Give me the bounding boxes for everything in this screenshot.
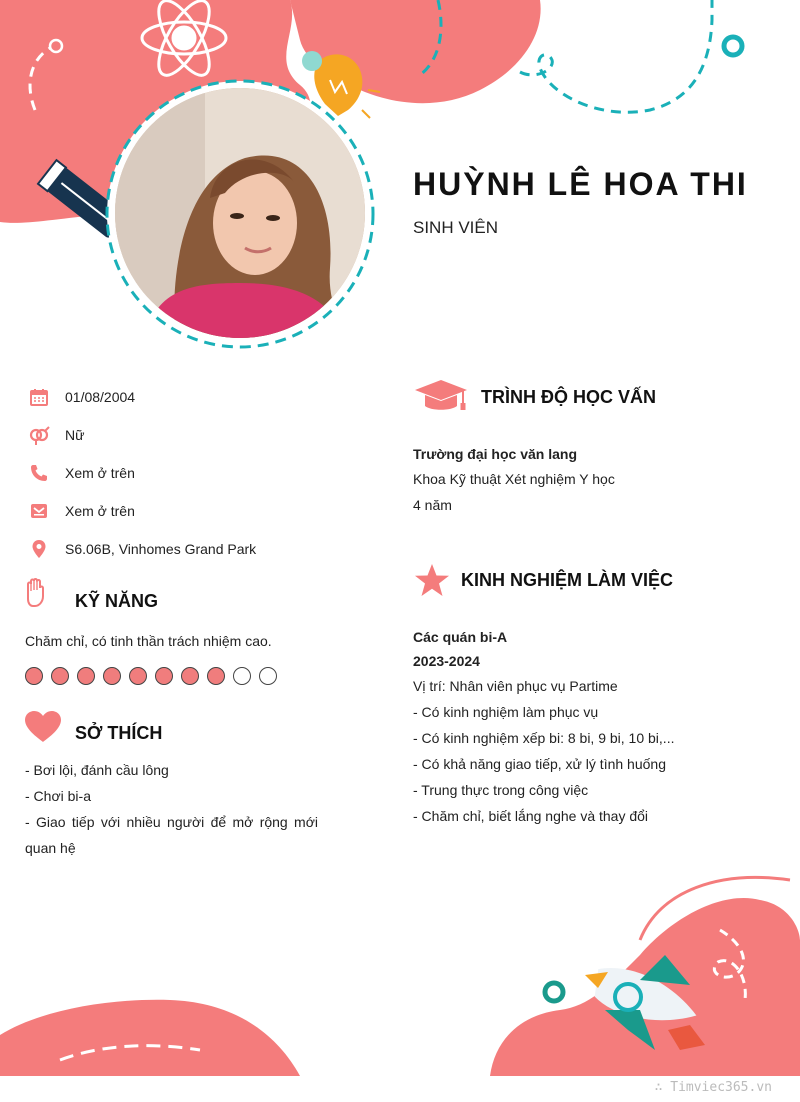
company-name: Các quán bi-A — [413, 629, 508, 645]
star-icon — [414, 563, 450, 602]
contact-gender — [28, 422, 84, 448]
hobbies-heading: SỞ THÍCH — [75, 723, 163, 743]
education-duration: 4 năm — [413, 497, 452, 513]
portrait-illustration — [115, 88, 365, 338]
email-icon — [28, 500, 50, 522]
hobby-item: - Bơi lội, đánh cầu lông — [25, 762, 169, 778]
contact-address — [28, 536, 256, 562]
skill-dot — [233, 667, 251, 685]
phone-value: Xem ở trên — [65, 465, 135, 481]
candidate-role: SINH VIÊN — [413, 218, 499, 237]
skill-dot — [259, 667, 277, 685]
skill-dot — [25, 667, 43, 685]
skill-dot — [207, 667, 225, 685]
education-heading: TRÌNH ĐỘ HỌC VẤN — [481, 387, 656, 407]
birthdate-value: 01/08/2004 — [65, 389, 136, 405]
skill-dot — [103, 667, 121, 685]
contact-email — [28, 498, 135, 524]
contact-phone — [28, 460, 135, 486]
hobby-item: - Chơi bi-a — [25, 788, 91, 804]
address-value: S6.06B, Vinhomes Grand Park — [65, 541, 257, 557]
experience-position: Vị trí: Nhân viên phục vụ Partime — [413, 678, 618, 694]
heart-icon — [24, 710, 62, 749]
skill-dot — [155, 667, 173, 685]
skill-dot — [181, 667, 199, 685]
experience-item: - Có khả năng giao tiếp, xử lý tình huống — [413, 756, 666, 772]
gender-value: Nữ — [65, 427, 85, 443]
education-major: Khoa Kỹ thuật Xét nghiệm Y học — [413, 471, 615, 487]
location-pin-icon — [28, 538, 50, 560]
hobby-item: - Giao tiếp với nhiều người để mở rộng mới — [25, 814, 318, 830]
experience-item: - Trung thực trong công việc — [413, 782, 589, 798]
experience-item: - Có kinh nghiệm xếp bi: 8 bi, 9 bi, 10 bi,... — [413, 730, 675, 746]
footer — [0, 1076, 800, 1102]
skill-dot — [129, 667, 147, 685]
profile-photo — [115, 88, 365, 338]
contact-birthdate — [28, 384, 135, 410]
gender-icon — [28, 424, 50, 446]
skill-rating — [25, 667, 277, 685]
experience-period: 2023-2024 — [413, 653, 480, 669]
experience-item: - Có kinh nghiệm làm phục vụ — [413, 704, 599, 720]
school-name: Trường đại học văn lang — [413, 446, 578, 462]
phone-icon — [28, 462, 50, 484]
experience-heading: KINH NGHIỆM LÀM VIỆC — [461, 570, 674, 590]
graduation-cap-icon — [413, 378, 469, 419]
skills-heading: KỸ NĂNG — [75, 591, 159, 611]
hobby-item: quan hệ — [25, 840, 76, 856]
email-value: Xem ở trên — [65, 503, 135, 519]
experience-item: - Chăm chỉ, biết lắng nghe và thay đổi — [413, 808, 649, 824]
skill-dot — [77, 667, 95, 685]
watermark: ∴ Timviec365.vn — [654, 1080, 772, 1095]
calendar-icon — [28, 386, 50, 408]
candidate-name: HUỲNH LÊ HOA THI — [413, 166, 748, 202]
skill-dot — [51, 667, 69, 685]
hand-icon — [23, 578, 49, 615]
skills-text: Chăm chỉ, có tinh thần trách nhiệm cao. — [25, 633, 272, 649]
